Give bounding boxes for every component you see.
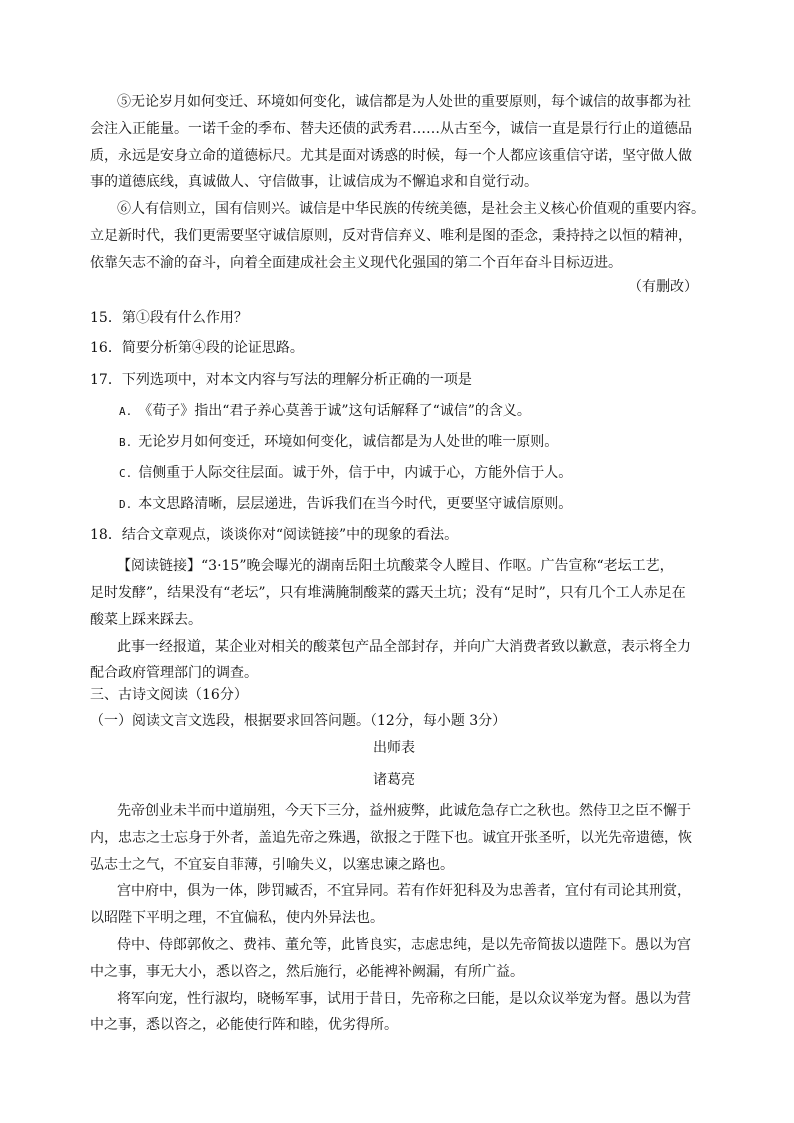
option-text: 信侧重于人际交往层面。诚于外，信于中，内诚于心，方能外信于人。 [138, 465, 573, 481]
reading-link-line: 【阅读链接】“3·15”晚会曝光的湖南岳阳土坑酸菜令人瞠目、作呕。广告宣称“老坛工艺， [117, 558, 674, 574]
classical-text-line: 宫中府中，俱为一体，陟罚臧否，不宜异同。若有作奸犯科及为忠善者，宜付有司论其刑赏， [117, 883, 691, 899]
classical-text-line: 将军向宠，性行淑均，晓畅军事，试用于昔日，先帝称之曰能，是以众议举宠为督。愚以为营 [117, 991, 691, 1007]
question-15: 15．第①段有什么作用？ [90, 310, 248, 326]
option-a [119, 401, 698, 421]
para5-line: ⑤无论岁月如何变迁、环境如何变化，诚信都是为人处世的重要原则，每个诚信的故事都为社 [117, 94, 691, 110]
option-text: 《荀子》指出“君子养心莫善于诚”这句话解释了“诚信”的含义。 [138, 403, 531, 419]
option-text: 无论岁月如何变迁，环境如何变化，诚信都是为人处世的唯一原则。 [138, 434, 559, 450]
classical-text-line: 侍中、侍郎郭攸之、费祎、董允等，此皆良实，志虑忠纯，是以先帝简拔以遗陛下。愚以为宫 [117, 937, 691, 953]
para5-line: 会注入正能量。一诺千金的季布、替夫还债的武秀君……从古至今，诚信一直是景行行止的道德品 [90, 121, 692, 137]
reading-link-line: 此事一经报道，某企业对相关的酸菜包产品全部封存，并向广大消费者致以歉意，表示将全力 [117, 639, 691, 655]
option-c [119, 463, 698, 483]
question-18: 18．结合文章观点，谈谈你对“阅读链接”中的现象的看法。 [90, 527, 459, 543]
classical-text-line: 以昭陛下平明之理，不宜偏私，使内外异法也。 [90, 910, 384, 926]
classical-text-line: 内，忠志之士忘身于外者，盖追先帝之殊遇，欲报之于陛下也。诚宜开张圣听，以光先帝遗德，恢 [90, 830, 692, 846]
question-17: 17．下列选项中，对本文内容与写法的理解分析正确的一项是 [90, 372, 472, 388]
para5-line: 事的道德底线，真诚做人、守信做事，让诚信成为不懈追求和自觉行动。 [90, 174, 538, 190]
classical-text-line: 弘志士之气，不宜妄自菲薄，引喻失义，以塞忠谏之路也。 [90, 857, 454, 873]
source-note: （有删改） [628, 279, 698, 295]
reading-link-line: 足时发酵”，结果没有“老坛”，只有堆满腌制酸菜的露天土坑；没有“足时”，只有几个工人赤足在 [90, 585, 686, 601]
para6-line: 依靠矢志不渝的奋斗，向着全面建成社会主义现代化强国的第二个百年奋斗目标迈进。 [90, 255, 622, 271]
poem-author: 诸葛亮 [373, 772, 415, 788]
para6-line: ⑥人有信则立，国有信则兴。诚信是中华民族的传统美德，是社会主义核心价值观的重要内容。 [117, 201, 705, 217]
poem-title: 出师表 [373, 740, 415, 756]
reading-link-line: 酸菜上踩来踩去。 [90, 612, 202, 628]
para6-line: 立足新时代，我们更需要坚守诚信原则，反对背信弃义、唯利是图的歪念，秉持持之以恒的精神， [90, 228, 692, 244]
para5-line: 质，永远是安身立命的道德标尺。尤其是面对诱惑的时候，每一个人都应该重信守诺，坚守做人做 [90, 148, 692, 164]
option-d [119, 494, 698, 514]
reading-link-line: 配合政府管理部门的调查。 [90, 665, 258, 681]
classical-text-line: 先帝创业未半而中道崩殂，今天下三分，益州疲弊，此诚危急存亡之秋也。然侍卫之臣不懈于 [117, 803, 691, 819]
option-key: D. [119, 498, 133, 511]
option-key: B. [119, 436, 133, 449]
classical-text-line: 中之事，事无大小，悉以咨之，然后施行，必能裨补阙漏，有所广益。 [90, 964, 524, 980]
classical-text-line: 中之事，悉以咨之，必能使行阵和睦，优劣得所。 [90, 1017, 398, 1033]
section-heading: 三、古诗文阅读（16分） [90, 687, 248, 703]
option-b [119, 432, 698, 452]
option-key: C. [119, 467, 133, 480]
question-16: 16．简要分析第④段的论证思路。 [90, 340, 304, 356]
section-subheading: （一）阅读文言文选段，根据要求回答问题。（12分，每小题 3分） [90, 713, 507, 729]
option-key: A. [119, 405, 133, 418]
option-text: 本文思路清晰，层层递进，告诉我们在当今时代，更要坚守诚信原则。 [138, 496, 573, 512]
